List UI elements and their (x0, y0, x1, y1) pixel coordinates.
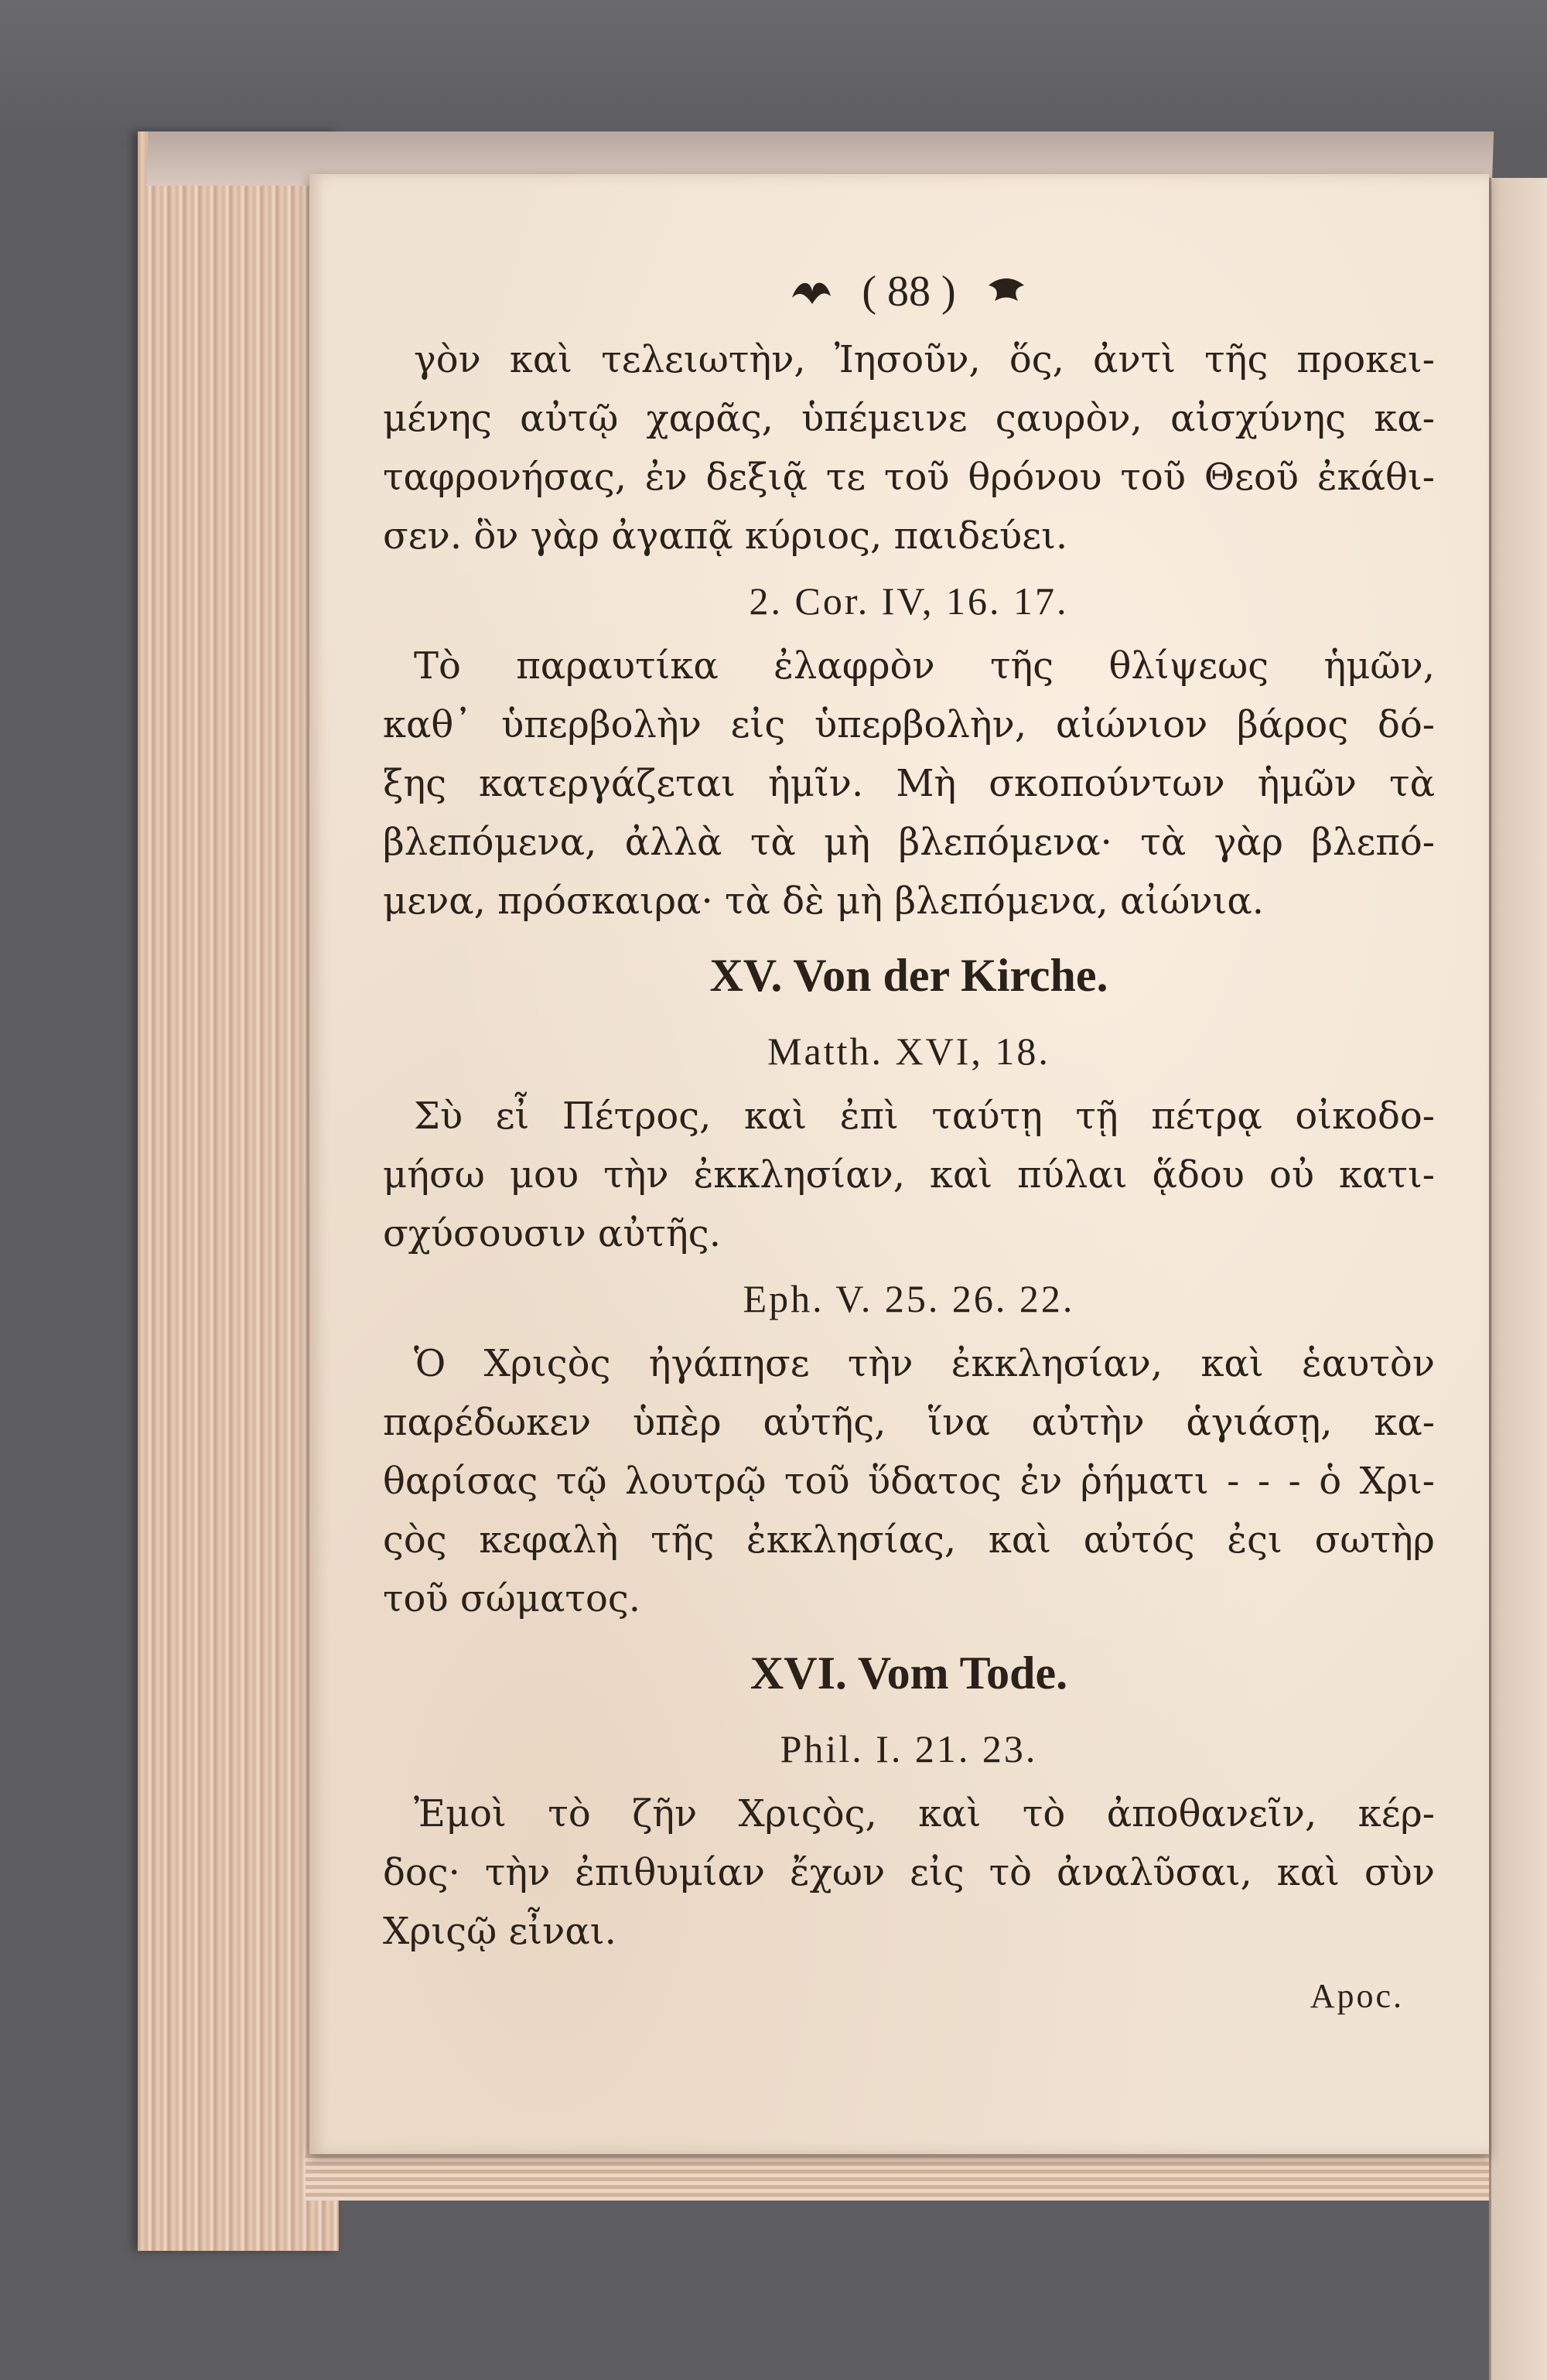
text-line: Ἐμοὶ τὸ ζῆν Χριςὸς, καὶ τὸ ἀποθανεῖν, κέρ- (414, 1792, 1435, 1835)
text-line: μένης αὐτῷ χαρᾶς, ὑπέμεινε ςαυρὸν, αἰσχύνης κα- (383, 397, 1435, 440)
text-line: δος· τὴν ἐπιθυμίαν ἔχων εἰς τὸ ἀναλῦσαι, καὶ σὺν (383, 1851, 1435, 1894)
text-line: μήσω μου τὴν ἐκκλησίαν, καὶ πύλαι ᾅδου οὐ κατι- (383, 1153, 1435, 1197)
scripture-reference: Eph. V. 25. 26. 22. (743, 1277, 1075, 1320)
scripture-reference: Matth. XVI, 18. (767, 1030, 1050, 1073)
catchword: Apoc. (1310, 1977, 1404, 2015)
background (0, 0, 1547, 147)
text-paragraph (383, 1334, 1435, 1628)
page-text-area (383, 267, 1435, 2016)
left-ornament-icon (787, 275, 835, 309)
scripture-reference: 2. Cor. IV, 16. 17. (749, 579, 1069, 623)
text-line: παρέδωκεν ὑπὲρ αὐτῆς, ἵνα αὐτὴν ἁγιάσῃ, κα- (383, 1401, 1435, 1444)
text-line: γὸν καὶ τελειωτὴν, Ἰησοῦν, ὅς, ἀντὶ τῆς προκει- (414, 338, 1435, 381)
page-stack-edge (138, 131, 339, 2251)
text-line: τοῦ σώματος. (383, 1577, 640, 1620)
text-line: Ὁ Χριςὸς ἠγάπησε τὴν ἐκκλησίαν, καὶ ἑαυτὸν (414, 1342, 1435, 1385)
text-line: σχύσουσιν αὐτῆς. (383, 1212, 721, 1255)
page-number: ( 88 ) (862, 268, 956, 316)
text-line: ξης κατεργάζεται ἡμῖν. Μὴ σκοπούντων ἡμῶν τὰ (383, 762, 1435, 805)
right-ornament-icon (982, 275, 1030, 309)
page-bottom-edge (306, 2154, 1489, 2201)
text-line: Τὸ παραυτίκα ἐλαφρὸν τῆς θλίψεως ἡμῶν, (414, 644, 1435, 688)
text-line: μενα, πρόσκαιρα· τὰ δὲ μὴ βλεπόμενα, αἰώνια. (383, 879, 1265, 923)
text-paragraph (383, 1784, 1435, 1961)
text-paragraph (383, 637, 1435, 930)
text-line: σεν. ὃν γὰρ ἀγαπᾷ κύριος, παιδεύει. (383, 514, 1068, 558)
text-line: Χριςῷ εἶναι. (383, 1910, 616, 1953)
scripture-reference: Phil. I. 21. 23. (780, 1727, 1038, 1770)
text-line: ςὸς κεφαλὴ τῆς ἐκκλησίας, καὶ αὐτός ἐςι σωτὴρ (383, 1518, 1435, 1562)
page-header (383, 267, 1435, 316)
text-line: ταφρονήσας, ἐν δεξιᾷ τε τοῦ θρόνου τοῦ Θεοῦ ἐκάθι- (383, 456, 1435, 499)
text-paragraph (383, 1087, 1435, 1263)
page-body (383, 330, 1435, 1961)
text-line: θαρίσας τῷ λουτρῷ τοῦ ὕδατος ἐν ῥήματι - - - ὁ Χρι- (383, 1460, 1435, 1503)
text-paragraph (383, 330, 1435, 565)
book-page (309, 174, 1489, 2154)
text-line: βλεπόμενα, ἀλλὰ τὰ μὴ βλεπόμενα· τὰ γὰρ βλεπό- (383, 821, 1435, 864)
section-heading: XV. Von der Kirche. (709, 950, 1108, 1001)
text-line: καθ᾽ ὑπερβολὴν εἰς ὑπερβολὴν, αἰώνιον βάρος δό- (383, 703, 1435, 746)
facing-page-edge (1489, 178, 1547, 2380)
text-line: Σὺ εἶ Πέτρος, καὶ ἐπὶ ταύτῃ τῇ πέτρᾳ οἰκοδο- (414, 1094, 1435, 1138)
section-heading: XVI. Vom Tode. (750, 1648, 1068, 1699)
